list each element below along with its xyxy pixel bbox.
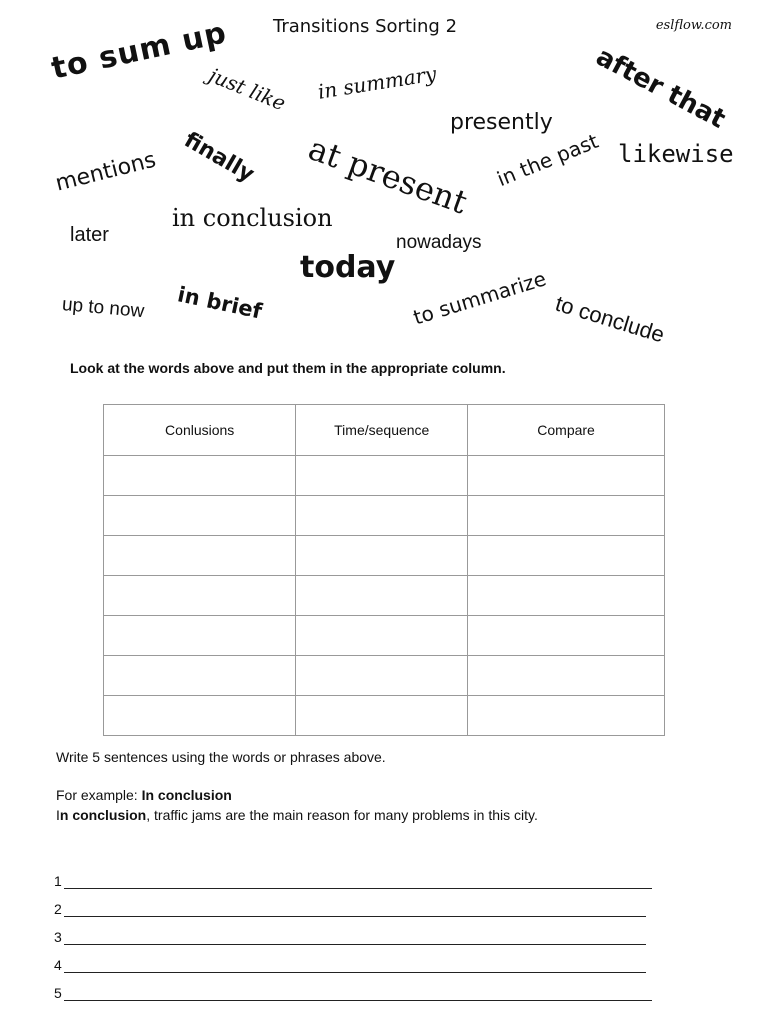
- table-row: [104, 536, 665, 576]
- table-row: [104, 656, 665, 696]
- table-row: [104, 456, 665, 496]
- answer-line-blank[interactable]: [64, 987, 652, 1001]
- column-header-compare: Compare: [468, 405, 665, 456]
- table-cell-conclusions[interactable]: [104, 616, 296, 656]
- answer-line: [54, 985, 652, 1001]
- table-cell-time-sequence[interactable]: [296, 536, 468, 576]
- table-body: [104, 456, 665, 736]
- table-cell-time-sequence[interactable]: [296, 496, 468, 536]
- page-title: Transitions Sorting 2: [272, 16, 458, 37]
- table-cell-time-sequence[interactable]: [296, 656, 468, 696]
- example-phrase: In conclusion: [141, 787, 232, 803]
- table-cell-time-sequence[interactable]: [296, 456, 468, 496]
- table-row: [104, 496, 665, 536]
- word-to-sum-up: to sum up: [48, 15, 230, 87]
- answer-line: [54, 929, 646, 945]
- word-nowadays: nowadays: [396, 232, 482, 253]
- table-row: [104, 576, 665, 616]
- answer-line-blank[interactable]: [64, 931, 646, 945]
- answer-line: [54, 901, 646, 917]
- word-in-conclusion: in conclusion: [172, 204, 333, 232]
- word-finally: finally: [179, 127, 259, 188]
- table-cell-compare[interactable]: [468, 536, 665, 576]
- instruction-text: Look at the words above and put them in the appropriate column.: [70, 360, 506, 376]
- column-header-conclusions: Conlusions: [104, 405, 296, 456]
- word-likewise: likewise: [618, 140, 734, 168]
- table-header-row: [104, 405, 665, 456]
- example-sentence: [56, 807, 538, 823]
- answer-line: [54, 873, 652, 889]
- word-mentions: mentions: [52, 147, 159, 197]
- word-after-that: after that: [590, 41, 731, 135]
- word-up-to-now: up to now: [61, 294, 146, 323]
- word-to-summarize: to summarize: [410, 266, 549, 330]
- table-cell-compare[interactable]: [468, 696, 665, 736]
- table-cell-conclusions[interactable]: [104, 536, 296, 576]
- table-cell-compare[interactable]: [468, 456, 665, 496]
- word-in-brief: in brief: [175, 282, 265, 324]
- example-line: [56, 787, 232, 803]
- table-cell-compare[interactable]: [468, 576, 665, 616]
- answer-line-number: 3: [54, 929, 62, 945]
- answer-line-blank[interactable]: [64, 875, 652, 889]
- answer-line: [54, 957, 646, 973]
- answer-line-blank[interactable]: [64, 903, 646, 917]
- table-cell-conclusions[interactable]: [104, 456, 296, 496]
- answer-line-number: 2: [54, 901, 62, 917]
- sorting-table: [103, 404, 665, 736]
- table-cell-time-sequence[interactable]: [296, 616, 468, 656]
- word-to-conclude: to conclude: [552, 290, 668, 348]
- table-cell-conclusions[interactable]: [104, 496, 296, 536]
- word-at-present: at present: [303, 129, 473, 222]
- example-sentence-bold: n conclusion: [59, 807, 147, 823]
- table-cell-time-sequence[interactable]: [296, 696, 468, 736]
- answer-line-number: 5: [54, 985, 62, 1001]
- example-sentence-prefix: I: [56, 807, 60, 823]
- answer-line-number: 1: [54, 873, 62, 889]
- answer-line-blank[interactable]: [64, 959, 646, 973]
- table-cell-compare[interactable]: [468, 656, 665, 696]
- table-row: [104, 696, 665, 736]
- table-cell-conclusions[interactable]: [104, 656, 296, 696]
- answer-line-number: 4: [54, 957, 62, 973]
- word-in-the-past: in the past: [493, 128, 602, 192]
- word-in-summary: in summary: [316, 61, 438, 104]
- writing-prompt: Write 5 sentences using the words or phrases above.: [56, 749, 386, 765]
- table-cell-compare[interactable]: [468, 496, 665, 536]
- word-just-like: just like: [205, 62, 290, 116]
- word-today: today: [300, 250, 396, 285]
- site-watermark: eslflow.com: [655, 18, 732, 33]
- word-presently: presently: [450, 110, 553, 135]
- word-later: later: [70, 224, 109, 246]
- example-label: For example:: [56, 787, 142, 803]
- column-header-time-sequence: Time/sequence: [296, 405, 468, 456]
- example-sentence-rest: , traffic jams are the main reason for many problems in this city.: [146, 807, 538, 823]
- table-cell-time-sequence[interactable]: [296, 576, 468, 616]
- table-cell-conclusions[interactable]: [104, 576, 296, 616]
- table-row: [104, 616, 665, 656]
- table-cell-compare[interactable]: [468, 616, 665, 656]
- table-cell-conclusions[interactable]: [104, 696, 296, 736]
